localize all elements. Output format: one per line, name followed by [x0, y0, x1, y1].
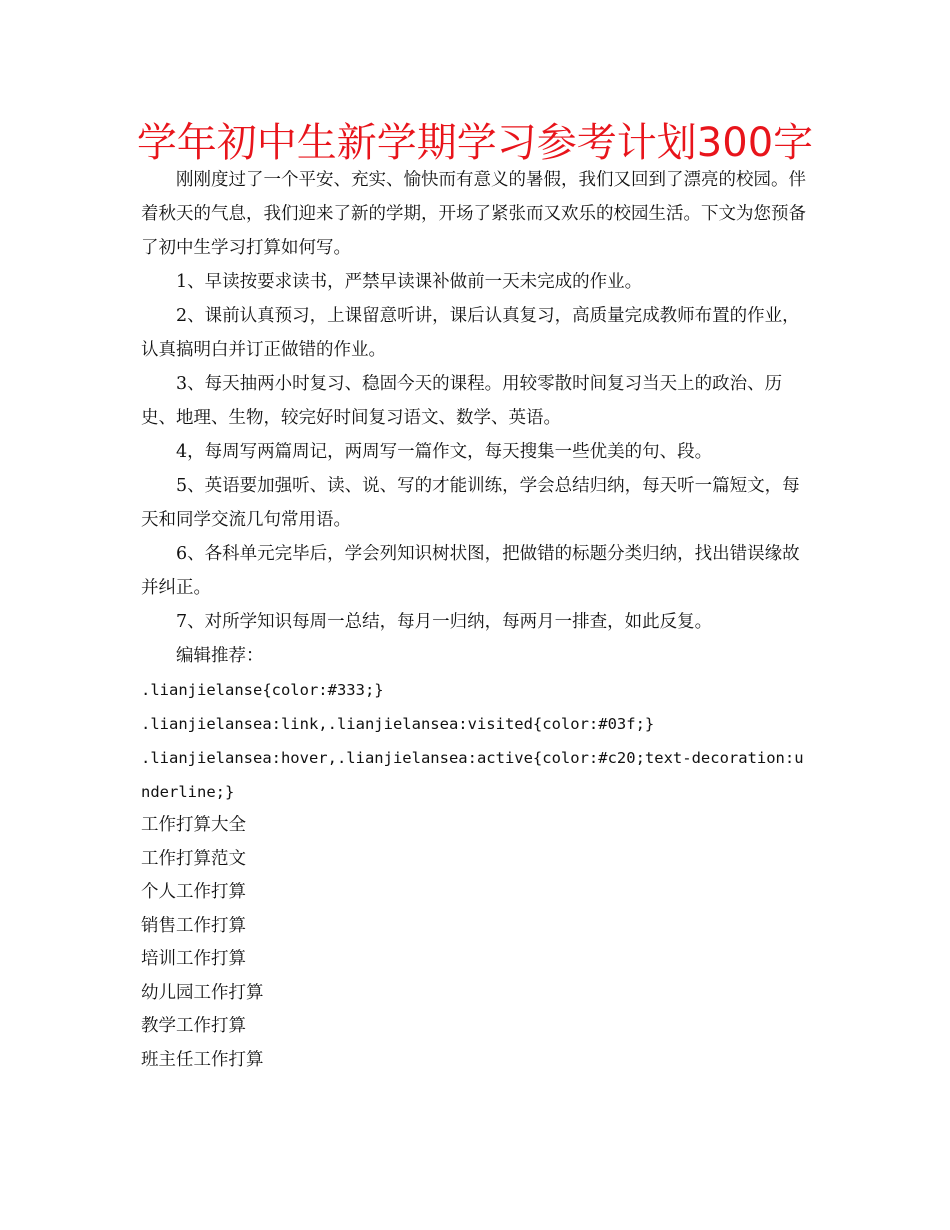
plan-item-2: 2、课前认真预习，上课留意听讲，课后认真复习，高质量完成教师布置的作业，认真搞明白并订正做错的作业。 — [141, 306, 800, 360]
editor-recommend-label: 编辑推荐： — [176, 646, 264, 666]
related-link[interactable]: 培训工作打算 — [141, 949, 246, 969]
related-link[interactable]: 销售工作打算 — [141, 915, 246, 936]
document-body — [141, 163, 809, 1077]
intro-paragraph: 刚刚度过了一个平安、充实、愉快而有意义的暑假，我们又回到了漂亮的校园。伴着秋天的气息，我们迎来了新的学期，开场了紧张而又欢乐的校园生活。下文为您预备了初中生学习打算如何写。 — [141, 170, 806, 258]
document-title: 学年初中生新学期学习参考计划300字 — [136, 120, 814, 166]
plan-item-6: 6、各科单元完毕后，学会列知识树状图，把做错的标题分类归纳，找出错误缘故并纠正。 — [141, 544, 800, 598]
css-code-line: .lianjielansea:link,.lianjielansea:visited{color:#03f;} — [141, 715, 655, 733]
related-link[interactable]: 幼儿园工作打算 — [141, 982, 264, 1003]
css-code-line: .lianjielansea:hover,.lianjielansea:active{color:#c20;text-decoration:underline;} — [141, 749, 804, 801]
css-code-line: .lianjielanse{color:#333;} — [141, 681, 384, 699]
related-link[interactable]: 教学工作打算 — [141, 1016, 246, 1036]
plan-item-4: 4，每周写两篇周记，两周写一篇作文，每天搜集一些优美的句、段。 — [176, 442, 713, 462]
plan-item-5: 5、英语要加强听、读、说、写的才能训练，学会总结归纳，每天听一篇短文，每天和同学交流几句常用语。 — [141, 476, 800, 530]
related-link[interactable]: 工作打算范文 — [141, 848, 246, 869]
plan-item-3: 3、每天抽两小时复习、稳固今天的课程。用较零散时间复习当天上的政治、历史、地理、生物，较完好时间复习语文、数学、英语。 — [141, 374, 783, 428]
related-link[interactable]: 班主任工作打算 — [141, 1049, 264, 1070]
related-link[interactable]: 工作打算大全 — [141, 815, 246, 835]
plan-item-1: 1、早读按要求读书，严禁早读课补做前一天未完成的作业。 — [176, 272, 643, 292]
plan-item-7: 7、对所学知识每周一总结，每月一归纳，每两月一排查，如此反复。 — [176, 612, 713, 632]
related-link[interactable]: 个人工作打算 — [141, 882, 246, 902]
